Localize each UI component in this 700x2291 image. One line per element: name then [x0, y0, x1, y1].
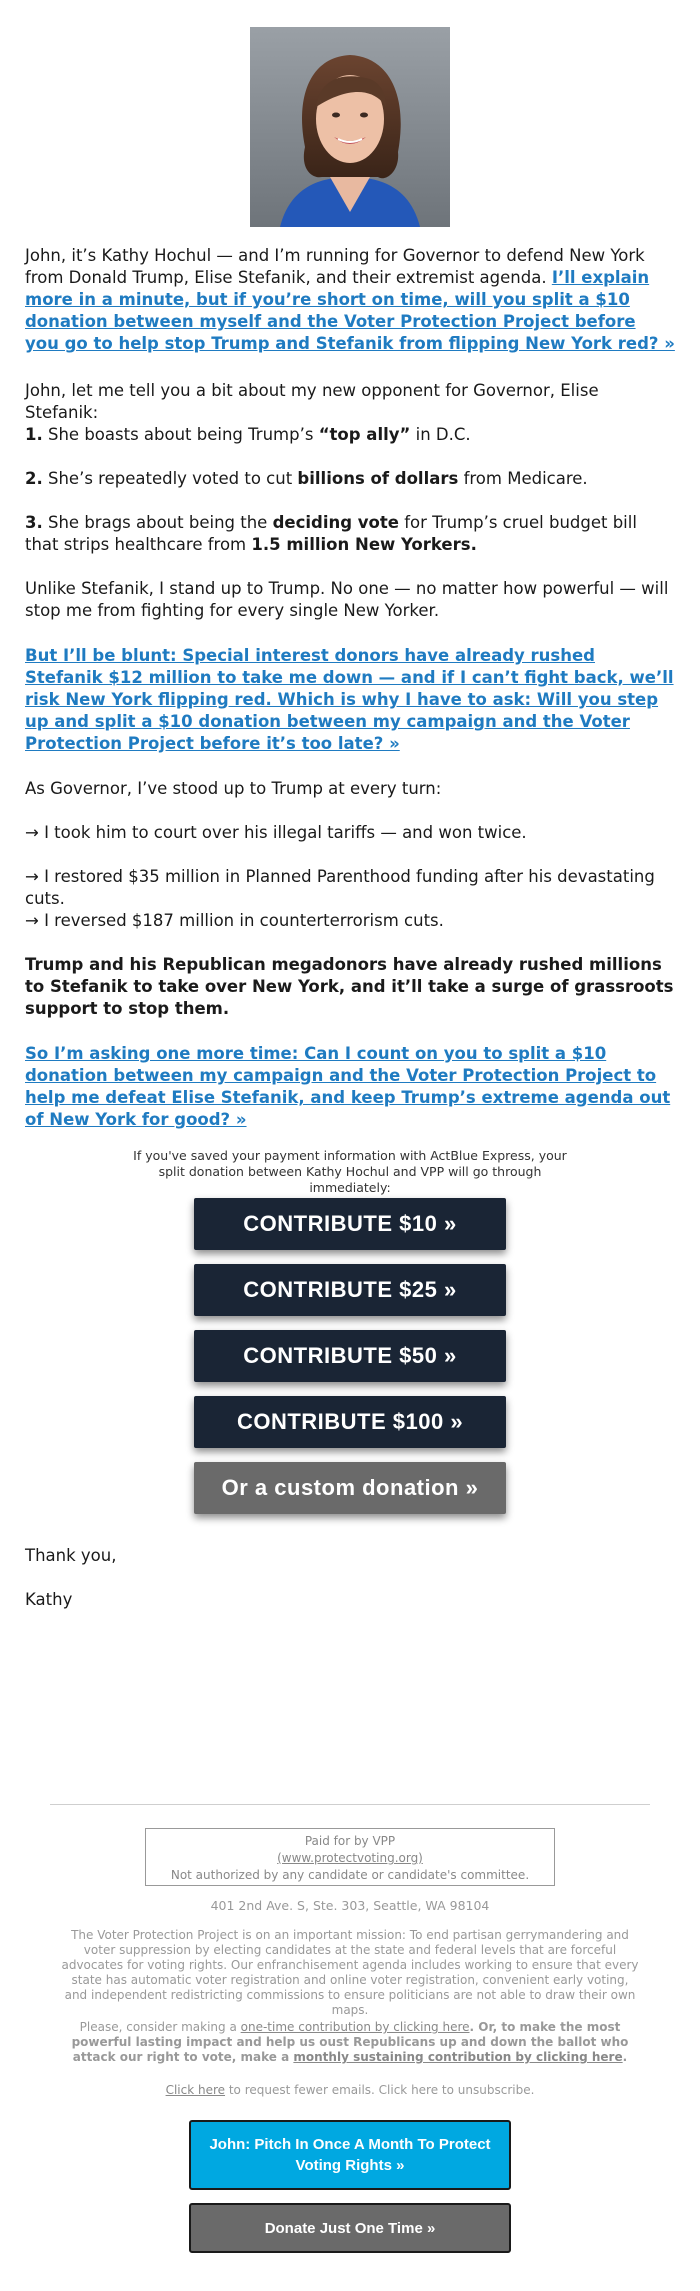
- one-time-link[interactable]: one-time contribution by clicking here: [240, 2020, 470, 2034]
- fewer-emails-link[interactable]: Click here: [165, 2083, 226, 2097]
- contribute-10-button[interactable]: CONTRIBUTE $10 »: [194, 1198, 506, 1250]
- consider-end: .: [622, 2050, 628, 2064]
- website-link[interactable]: (www.protectvoting.org): [277, 1851, 423, 1865]
- blunt-donate-link[interactable]: But I’ll be blunt: Special interest donors have already rushed Stefanik $12 million to take me down — and if I can’t fight back, we’ll risk New York flipping red. Which is why I have to ask: Will you step up and split a $10 donation between my campaign and the Voter Protection Project before it’s too late? »: [25, 646, 674, 753]
- closing-name: Kathy: [25, 1590, 73, 1609]
- point-bold: “top ally”: [318, 425, 411, 444]
- ask-donate-link[interactable]: So I’m asking one more time: Can I count on you to split a $10 donation between my campaign and the Voter Protection Project to help me defeat Elise Stefanik, and keep Trump’s extreme agenda out of New York for good? »: [25, 1044, 671, 1129]
- email-preferences: [60, 2083, 640, 2098]
- intro-donate-link[interactable]: I’ll explain more in a minute, but if you’re short on time, will you split a $10 donation between myself and the Voter Protection Project before you go to help stop Trump and Stefanik from flipping New York red? »: [25, 268, 675, 353]
- consider-text: Please, consider making a: [79, 2020, 241, 2034]
- point-3: [25, 512, 675, 556]
- opponent-intro: John, let me tell you a bit about my new opponent for Governor, Elise Stefanik:: [25, 381, 599, 422]
- point-bold: deciding vote: [272, 513, 399, 532]
- point-text: for Trump’s cruel budget bill that strips healthcare from: [25, 513, 637, 554]
- consider-bold: . Or, to make the most powerful lasting impact and help us oust Republicans up and down the ballot who attack our right to vote, make a: [71, 2020, 629, 2064]
- point-number: 3.: [25, 513, 43, 532]
- mission-statement: The Voter Protection Project is on an important mission: To end partisan gerrymandering and voter suppression by electing candidates at the state and federal levels that are forceful advocates for voting rights. Our enfranchisement agenda includes working to ensure that every state has automatic voter registration and online voter registration, convenient early voting, and independent redistricting commissions to ensure politicians are not able to draw their own maps.: [61, 1928, 639, 2017]
- point-text: She’s repeatedly voted to cut: [42, 469, 298, 488]
- actblue-note: If you've saved your payment information with ActBlue Express, your split donation between Kathy Hochul and VPP will go through immediately:: [133, 1148, 567, 1195]
- intro-text: John, it’s Kathy Hochul — and I’m running for Governor to defend New York from Donald Trump, Elise Stefanik, and their extremist agenda.: [25, 246, 645, 287]
- point-1: [25, 424, 675, 446]
- point-2: [25, 468, 675, 490]
- arrow-item-2: → I restored $35 million in Planned Parenthood funding after his devastating cuts.: [25, 867, 655, 908]
- donate-one-time-button[interactable]: Donate Just One Time »: [189, 2203, 511, 2253]
- paid-for-box: [145, 1828, 555, 1886]
- arrow-item-1: → I took him to court over his illegal tariffs — and won twice.: [25, 823, 527, 842]
- contribute-50-button[interactable]: CONTRIBUTE $50 »: [194, 1330, 506, 1382]
- point-text: from Medicare.: [458, 469, 588, 488]
- address: 401 2nd Ave. S, Ste. 303, Seattle, WA 98104: [210, 1898, 490, 1913]
- candidate-photo: [250, 27, 450, 227]
- point-text: in D.C.: [410, 425, 471, 444]
- point-bold: billions of dollars: [297, 469, 459, 488]
- closing-thanks: Thank you,: [25, 1546, 117, 1565]
- contribute-25-button[interactable]: CONTRIBUTE $25 »: [194, 1264, 506, 1316]
- intro-paragraph: [25, 245, 675, 355]
- monthly-link[interactable]: monthly sustaining contribution by clicking here: [293, 2050, 623, 2064]
- footer-divider: [50, 1804, 650, 1805]
- ask-paragraph: [25, 1043, 675, 1131]
- bold-paragraph: Trump and his Republican megadonors have already rushed millions to Stefanik to take over New York, and it’ll take a surge of grassroots support to stop them.: [25, 955, 674, 1018]
- arrow-item-3: → I reversed $187 million in counterterrorism cuts.: [25, 911, 444, 930]
- point-number: 1.: [25, 425, 43, 444]
- point-bold: 1.5 million New Yorkers.: [251, 535, 477, 554]
- point-text: She brags about being the: [42, 513, 273, 532]
- not-authorized: Not authorized by any candidate or candidate's committee.: [170, 1868, 530, 1882]
- custom-donation-button[interactable]: Or a custom donation »: [194, 1462, 506, 1514]
- monthly-pitch-button[interactable]: John: Pitch In Once A Month To Protect Voting Rights »: [189, 2120, 511, 2190]
- point-text: She boasts about being Trump’s: [42, 425, 319, 444]
- blunt-paragraph: [25, 645, 675, 755]
- point-number: 2.: [25, 469, 43, 488]
- unlike-paragraph: Unlike Stefanik, I stand up to Trump. No one — no matter how powerful — will stop me from fighting for every single New Yorker.: [25, 579, 669, 620]
- consider-paragraph: [60, 2020, 640, 2065]
- contribute-100-button[interactable]: CONTRIBUTE $100 »: [194, 1396, 506, 1448]
- paid-by: Paid for by VPP: [304, 1834, 396, 1848]
- fewer-emails-text: to request fewer emails. Click here to unsubscribe.: [225, 2083, 535, 2097]
- governor-paragraph: As Governor, I’ve stood up to Trump at every turn:: [25, 779, 442, 798]
